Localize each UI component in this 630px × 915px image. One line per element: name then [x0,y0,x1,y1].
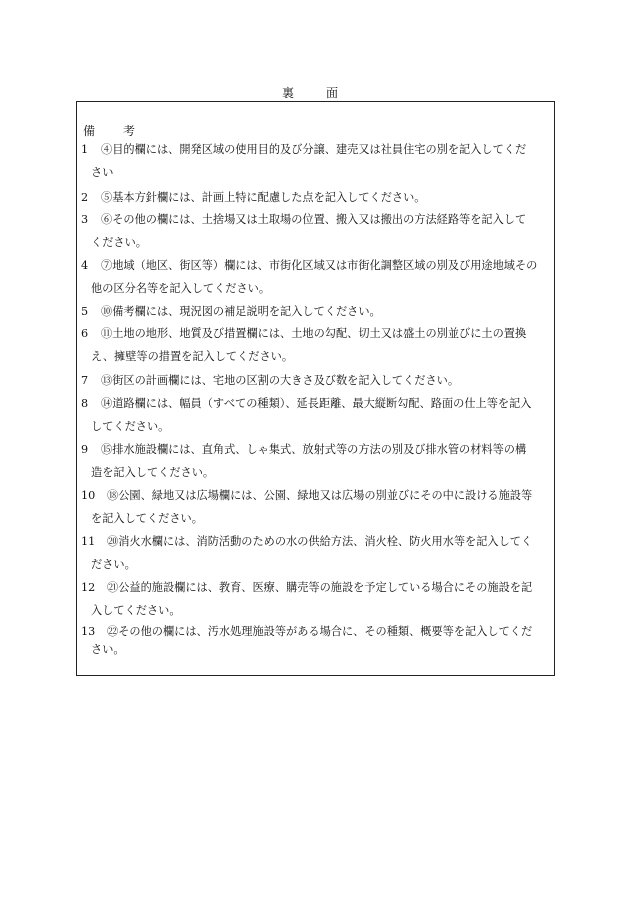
note-number: 4 [81,259,89,272]
note-line [81,254,553,277]
page-title: 裏 面 [281,86,348,100]
note-text-continued: ださい。 [91,558,136,571]
note-text: ㉑公益的施設欄には、教育、医療、購売等の施設を予定している場合にその施設を記 [107,581,533,594]
note-line [81,530,553,553]
note-number: 3 [81,213,89,226]
note-number: 12 [81,581,96,594]
note-line [81,186,553,209]
note-number: 10 [81,489,96,502]
note-item [81,620,553,657]
note-text: ⑩備考欄には、現況図の補足説明を記入してください。 [101,305,381,318]
note-line [81,369,553,392]
note-text-continued: してください。 [91,420,170,433]
note-item [81,138,553,184]
note-text: ⑳消火水欄には、消防活動のための水の供給方法、消火栓、防火用水等を記入してく [107,535,533,548]
note-text: ⑭道路欄には、幅員（すべての種類）、延長距離、最大縦断勾配、路面の仕上等を記入 [101,397,532,410]
note-item [81,438,553,484]
note-item [81,208,553,254]
note-text: ④目的欄には、開発区域の使用目的及び分譲、建売又は社員住宅の別を記入してくだ [101,143,527,156]
note-item [81,576,553,622]
note-line [81,576,553,599]
note-number: 1 [81,143,89,156]
note-line [81,438,553,461]
note-text: ⑦地域（地区、街区等）欄には、市街化区域又は市街化調整区域の別及び用途地域その [101,259,538,272]
note-line [81,484,553,507]
notes-box [76,101,555,676]
note-line [81,138,553,161]
note-number: 9 [81,443,89,456]
note-text-continued: さい。 [91,643,125,656]
note-text-continued: を記入してください。 [91,512,203,525]
note-text-continued: 入してください。 [91,604,181,617]
note-number: 6 [81,327,89,340]
note-item [81,369,553,392]
note-number: 8 [81,397,89,410]
note-text: ⑪土地の地形、地質及び措置欄には、土地の勾配、切土又は盛土の別並びに土の置換 [101,327,527,340]
note-number: 13 [81,625,96,638]
note-text: ⑤基本方針欄には、計画上特に配慮した点を記入してください。 [101,191,426,204]
note-text-continued: え、擁壁等の措置を記入してください。 [91,350,294,363]
note-text: ⑱公園、緑地又は広場欄には、公園、緑地又は広場の別並びにその中に設ける施設等 [107,489,533,502]
note-line [81,208,553,231]
note-line [81,620,553,643]
note-text-continued: 造を記入してください。 [91,466,215,479]
note-line [81,322,553,345]
note-text-continued: 他の区分名等を記入してください。 [91,282,271,295]
note-item [81,530,553,576]
note-item [81,484,553,530]
note-line [81,300,553,323]
note-text: ㉒その他の欄には、汚水処理施設等がある場合に、その種類、概要等を記入してくだ [107,625,533,638]
notes-heading: 備 考 [83,124,144,138]
note-text-continued: ください。 [91,236,147,249]
note-text: ⑥その他の欄には、土捨場又は土取場の位置、搬入又は搬出の方法経路等を記入して [101,213,527,226]
note-item [81,186,553,209]
note-item [81,322,553,368]
note-number: 5 [81,305,89,318]
note-text: ⑬街区の計画欄には、宅地の区割の大きさ及び数を記入してください。 [101,374,460,387]
note-item [81,392,553,438]
note-line [81,392,553,415]
note-number: 2 [81,191,89,204]
note-item [81,254,553,300]
note-item [81,300,553,323]
note-number: 11 [81,535,96,548]
note-text: ⑮排水施設欄には、直角式、しゃ集式、放射式等の方法の別及び排水管の材料等の構 [101,443,527,456]
note-text-continued: さい [91,166,114,179]
note-number: 7 [81,374,89,387]
